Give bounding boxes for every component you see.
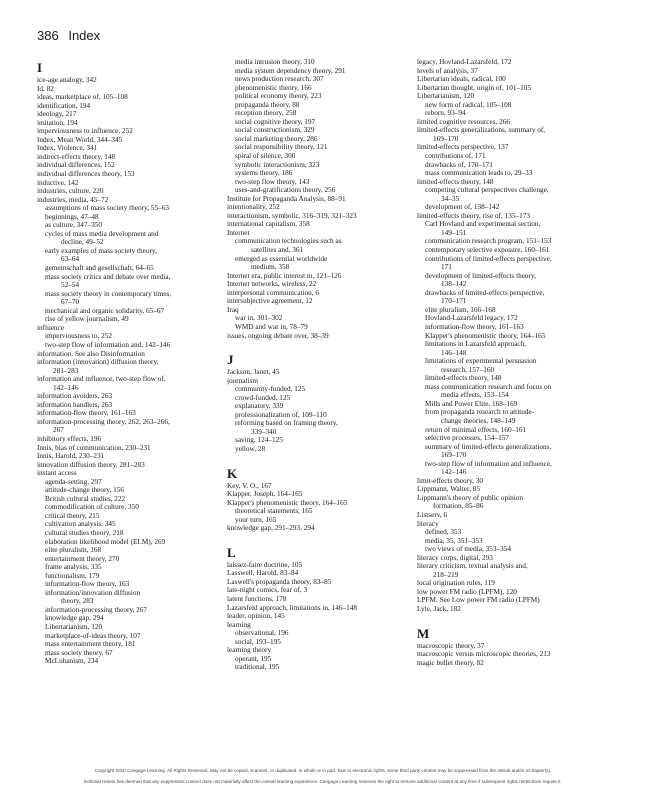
index-entry: summary of limited-effects generalizations, <box>425 442 552 451</box>
index-entry: social constructionism, 329 <box>235 126 315 135</box>
index-entry: 169–170 <box>433 134 459 143</box>
section-letter: I <box>37 60 43 75</box>
index-entry: as culture, 347–350 <box>45 221 102 230</box>
index-entry: elaboration likelihood model (ELM), 269 <box>45 537 166 546</box>
index-entry: latent functions, 178 <box>227 594 287 603</box>
index-entry: critical theory, 215 <box>45 511 100 520</box>
index-entry: levels of analysis, 37 <box>417 66 478 75</box>
index-entry: imperviousness to influence, 252 <box>37 127 133 136</box>
index-entry: change theories, 148–149 <box>441 416 516 425</box>
index-column-2 <box>227 58 402 672</box>
index-entry: symbolic interactionism, 323 <box>235 160 320 169</box>
index-entry: defined, 353 <box>425 528 462 537</box>
editorial-notice: Editorial review has deemed that any suppressed content does not materially affect the overall learning experience. Cengage Learning reserves the right to remove additional content at any time if subsequent rights restrictions require it. <box>84 779 562 784</box>
index-entry: magic bullet theory, 82 <box>417 658 484 667</box>
index-entry: new form of radical, 105–108 <box>425 100 512 109</box>
index-entry: community-funded, 125 <box>235 385 306 394</box>
index-entry: local origination rules, 119 <box>417 579 495 588</box>
index-entry: limited-effects perspective, 137 <box>417 143 509 152</box>
index-entry: McLuhanism, 234 <box>45 657 99 666</box>
index-entry: instant access <box>37 469 77 478</box>
index-entry: media, 35, 351–353 <box>425 536 483 545</box>
index-entry: cultivation analysis, 345 <box>45 520 116 529</box>
index-entry: Id, 82 <box>37 84 54 93</box>
index-entry: leader, opinion, 145 <box>227 612 285 621</box>
index-entry: limited-effects generalizations, summary of, <box>417 126 546 135</box>
index-entry: entertainment theory, 270 <box>45 554 120 563</box>
index-entry: information (innovation) diffusion theory, <box>37 358 159 367</box>
index-entry: limitations in Lazarsfeld approach, <box>425 340 527 349</box>
index-entry: information. See also Disinformation <box>37 349 145 358</box>
index-entry: reborn, 93–94 <box>425 109 466 118</box>
index-entry: innovation diffusion theory, 281–283 <box>37 460 145 469</box>
index-entry: theory, 283 <box>61 597 94 606</box>
index-entry: from propaganda research to attitude- <box>425 408 535 417</box>
index-entry: attitude-change theory, 156 <box>45 486 125 495</box>
index-column-3 <box>417 58 622 667</box>
index-entry: elite pluralism, 166–168 <box>425 305 496 314</box>
index-entry: Internet <box>227 228 250 237</box>
index-entry: 281–283 <box>53 366 79 375</box>
section-letter: L <box>227 544 236 560</box>
index-entry: Laswell's propaganda theory, 83–85 <box>227 577 332 586</box>
index-entry: phenomenistic theory, 166 <box>235 83 312 92</box>
index-entry: 146–148 <box>441 348 467 357</box>
index-entry: inhibitory effects, 196 <box>37 434 102 443</box>
index-entry: functionalism, 179 <box>45 571 100 580</box>
index-entry: agenda-setting, 297 <box>45 477 102 486</box>
index-entry: literacy corps, digital, 293 <box>417 553 493 562</box>
index-entry: Jackson, Janet, 45 <box>227 368 280 377</box>
index-entry: mass society critics and debate over media, <box>45 272 171 281</box>
index-entry: Innis, bias of communication, 230–231 <box>37 443 151 452</box>
index-entry: literary criticism, textual analysis and, <box>417 562 528 571</box>
index-entry: Lazarsfeld approach, limitations in, 146–148 <box>227 603 358 612</box>
section-spacer <box>227 340 402 350</box>
index-entry: 171 <box>441 263 452 272</box>
index-entry: rise of yellow journalism, 49 <box>45 315 129 324</box>
index-entry: imitation, 194 <box>37 118 78 127</box>
index-entry: commodification of culture, 350 <box>45 503 139 512</box>
page-number: 386 <box>37 28 59 43</box>
index-entry: interpersonal communication, 6 <box>227 288 320 297</box>
index-entry: yellow, 28 <box>235 444 266 453</box>
index-entry: Iraq <box>227 305 239 314</box>
section-letter: J <box>227 352 234 368</box>
index-entry: industries, media, 45–72 <box>37 195 109 204</box>
index-entry: Index, Mean World, 344–345 <box>37 135 123 144</box>
index-entry: Index, Violence, 341 <box>37 144 98 153</box>
index-entry: systems theory, 186 <box>235 169 293 178</box>
index-entry: medium, 358 <box>251 263 290 272</box>
index-entry: decline, 49–52 <box>61 238 104 247</box>
index-entry: limited-effects theory, 148 <box>417 177 494 186</box>
index-entry: interactionism, symbolic, 316–319, 321–323 <box>227 211 357 220</box>
index-entry: contributions of, 171 <box>425 152 486 161</box>
index-entry: ice-age analogy, 342 <box>37 76 97 84</box>
index-entry: competing cultural perspectives challenge, <box>425 186 549 195</box>
index-entry: development of, 138–142 <box>425 203 500 212</box>
index-entry: knowledge gap, 291–293, 294 <box>227 524 315 533</box>
index-entry: development of limited-effects theory, <box>425 271 536 280</box>
index-entry: 267 <box>53 426 64 435</box>
index-entry: spiral of silence, 300 <box>235 152 296 161</box>
index-entry: 142–146 <box>441 468 467 477</box>
index-entry: news production research, 307 <box>235 75 324 84</box>
index-entry: intersubjective agreement, 12 <box>227 297 313 306</box>
section-spacer <box>227 533 402 543</box>
index-entry: research, 157–160 <box>441 365 495 374</box>
index-entry: contemporary selective exposure, 160–161 <box>425 246 550 255</box>
index-entry: assumptions of mass society theory, 55–63 <box>45 204 169 213</box>
index-entry: drawbacks of, 170–171 <box>425 160 493 169</box>
index-entry: Lasswell, Harold, 83–84 <box>227 569 299 578</box>
index-entry: two-step flow of information and influence, <box>425 459 552 468</box>
index-entry: information and influence, two-step flow of, <box>37 375 166 384</box>
index-entry: communication technologies such as <box>235 237 342 246</box>
index-entry: influence <box>37 323 64 332</box>
index-entry: literacy <box>417 519 439 528</box>
index-entry: social marketing theory, 286 <box>235 134 318 143</box>
index-entry: crowd-funded, 125 <box>235 393 291 402</box>
index-entry: British cultural studies, 222 <box>45 494 126 503</box>
index-entry: LPFM. See Low power FM radio (LPFM) <box>417 596 540 605</box>
index-entry: two views of media, 353–354 <box>425 545 511 554</box>
index-entry: observational, 196 <box>235 629 289 638</box>
index-entry: 34–35 <box>441 194 460 203</box>
index-entry: mass society theory in contemporary times, <box>45 289 172 298</box>
section-letter: M <box>417 625 430 641</box>
index-entry: macroscopic versus microscopic theories, 213 <box>417 650 551 659</box>
index-entry: imperviousness to, 252 <box>45 332 113 341</box>
index-entry: reception theory, 258 <box>235 109 297 118</box>
index-entry: theoretical statements, 165 <box>235 507 313 516</box>
index-entry: traditional, 195 <box>235 663 280 672</box>
index-entry: social cognitive theory, 197 <box>235 117 316 126</box>
page-title: Index <box>68 28 101 43</box>
index-entry: WMD and war in, 78–79 <box>235 322 308 331</box>
index-entry: macroscopic theory, 37 <box>417 641 485 650</box>
index-entry: 170–171 <box>441 297 467 306</box>
index-entry: Libertarian thought, origin of, 101–105 <box>417 83 531 92</box>
index-entry: mass entertainment theory, 181 <box>45 640 136 649</box>
index-entry: Lippmann, Walter, 85 <box>417 485 481 494</box>
index-entry: Lippmann's theory of public opinion <box>417 493 524 502</box>
section-letter: K <box>227 465 238 481</box>
index-entry: industries, culture, 220 <box>37 187 104 196</box>
index-entry: media effects, 153–154 <box>441 391 509 400</box>
index-entry: identification, 194 <box>37 101 91 110</box>
index-entry: drawbacks of limited-effects perspective, <box>425 288 545 297</box>
index-entry: Key, V. O., 167 <box>227 481 272 490</box>
index-entry: mass communication leads to, 29–33 <box>425 169 533 178</box>
index-entry: two-step flow of information and, 142–146 <box>45 340 171 349</box>
index-entry: contributions of limited-effects perspective, <box>425 254 552 263</box>
index-entry: communication research program, 151–153 <box>425 237 552 246</box>
page-header <box>37 28 100 43</box>
index-entry: satellites and, 361 <box>251 246 304 255</box>
index-entry: your turn, 165 <box>235 515 277 524</box>
index-entry: limited-effects theory, rise of, 135–173 <box>417 211 530 220</box>
index-entry: Institute for Propaganda Analysis, 88–91 <box>227 194 346 203</box>
index-entry: information-processing theory, 262, 263–266, <box>37 417 170 426</box>
index-entry: Internet networks, wireless, 22 <box>227 280 317 289</box>
index-entry: Klapper's phenomenistic theory, 164–165 <box>227 498 348 507</box>
index-entry: information avoiders, 263 <box>37 392 113 401</box>
index-entry: media intrusion theory, 310 <box>235 58 315 66</box>
index-entry: beginnings, 47–48 <box>45 212 99 221</box>
index-entry: media system dependency theory, 291 <box>235 66 346 75</box>
index-entry: learning theory <box>227 646 272 655</box>
index-entry: propaganda theory, 88 <box>235 100 300 109</box>
index-entry: cultural studies theory, 218 <box>45 528 124 537</box>
index-entry: limitations of experimental persuasion <box>425 357 537 366</box>
index-entry: mass communication research and focus on <box>425 382 552 391</box>
index-entry: information handlers, 263 <box>37 400 113 409</box>
index-entry: ideas, marketplace of, 105–108 <box>37 93 128 102</box>
index-entry: social responsibility theory, 121 <box>235 143 328 152</box>
index-entry: 218–219 <box>433 570 459 579</box>
index-entry: 52–54 <box>61 281 80 290</box>
index-entry: uses-and-gratifications theory, 256 <box>235 186 336 195</box>
index-entry: 67–70 <box>61 298 80 307</box>
index-entry: formation, 85–86 <box>433 502 484 511</box>
index-entry: mechanical and organic solidarity, 65–67 <box>45 306 165 315</box>
index-entry: social, 193–195 <box>235 637 281 646</box>
index-entry: international capitalism, 358 <box>227 220 310 229</box>
index-entry: Klapper's phenomenistic theory, 164–165 <box>425 331 546 340</box>
index-entry: return of minimal effects, 160–161 <box>425 425 527 434</box>
index-entry: laissez-faire doctrine, 105 <box>227 560 303 569</box>
section-spacer <box>227 454 402 464</box>
index-entry: explanatory, 339 <box>235 402 284 411</box>
index-entry: Hovland-Lazarsfeld legacy, 172 <box>425 314 518 323</box>
index-entry: individual differences, 152 <box>37 161 115 170</box>
index-entry: 142–146 <box>53 383 79 392</box>
index-entry: Innis, Harold, 230–231 <box>37 452 105 461</box>
index-entry: information-flow theory, 163 <box>45 580 130 589</box>
index-entry: Internet era, public interest in, 121–126 <box>227 271 342 280</box>
index-entry: information/innovation diffusion <box>45 588 141 597</box>
index-entry: intentionality, 252 <box>227 203 280 212</box>
index-entry: gemeinschaft and gesellschaft, 64–65 <box>45 264 154 273</box>
index-entry: operant, 195 <box>235 654 272 663</box>
index-entry: Klapper, Joseph, 164–165 <box>227 490 303 499</box>
index-entry: limit-effects theory, 30 <box>417 476 484 485</box>
index-entry: professionalization of, 109–110 <box>235 410 327 419</box>
index-entry: journalism <box>227 376 259 385</box>
index-entry: limited cognitive resources, 266 <box>417 117 511 126</box>
index-entry: ideology, 217 <box>37 110 77 119</box>
index-entry: legacy, Hovland-Lazarsfeld, 172 <box>417 58 512 66</box>
index-entry: Lyle, Jack, 182 <box>417 605 461 613</box>
index-entry: 169–170 <box>441 451 467 460</box>
index-entry: issues, ongoing debate over, 38–39 <box>227 331 329 340</box>
index-entry: selective processes, 154–157 <box>425 434 509 443</box>
index-entry: inductive, 142 <box>37 178 79 187</box>
index-entry: saving, 124–125 <box>235 436 283 445</box>
index-column-1 <box>37 58 217 666</box>
index-entry: Libertarianism, 120 <box>45 623 103 631</box>
index-entry: Carl Hovland and experimental section, <box>425 220 541 229</box>
index-entry: Libertarianism, 120 <box>417 92 475 101</box>
index-entry: indirect-effects theory, 148 <box>37 152 116 161</box>
index-entry: information-flow theory, 161–163 <box>37 409 136 418</box>
index-entry: 138–142 <box>441 280 467 289</box>
index-entry: two-step flow theory, 143 <box>235 177 310 186</box>
index-entry: marketplace-of-ideas theory, 107 <box>45 631 141 640</box>
copyright-notice: Copyright 2010 Cengage Learning. All Rights Reserved. May not be copied, scanned, or duplicated, in whole or in part. Due to electronic rights, some third party content may be suppressed from the eBook and/or eChapter(s). <box>94 768 552 773</box>
index-entry: reforming based on framing theory, <box>235 419 338 428</box>
section-spacer <box>417 614 622 624</box>
index-entry: emerged as essential worldwide <box>235 254 328 263</box>
index-entry: war in, 301–302 <box>235 314 283 323</box>
index-entry: late-night comics, fear of, 3 <box>227 586 308 595</box>
index-entry: knowledge gap, 294 <box>45 614 104 623</box>
index-entry: cycles of mass media development and <box>45 229 159 238</box>
index-entry: information-flow theory, 161–163 <box>425 322 524 331</box>
index-entry: limited-effects theory, 148 <box>425 374 502 383</box>
index-entry: Listserv, 6 <box>417 510 448 519</box>
index-entry: information-processing theory, 267 <box>45 605 148 614</box>
index-entry: Mills and Power Elite, 168–169 <box>425 399 518 408</box>
index-entry: 149–151 <box>441 228 467 237</box>
index-entry: 339–340 <box>251 427 277 436</box>
index-entry: frame analysis, 335 <box>45 563 102 572</box>
index-entry: early examples of mass society theory, <box>45 246 157 255</box>
index-entry: Libertarian ideals, radical, 100 <box>417 75 506 84</box>
index-entry: individual differences theory, 153 <box>37 170 135 179</box>
index-entry: mass society theory, 67 <box>45 648 113 657</box>
index-entry: learning <box>227 620 251 629</box>
index-entry: elite pluralism, 168 <box>45 546 102 555</box>
index-entry: low power FM radio (LPFM), 120 <box>417 587 517 596</box>
index-entry: political economy theory, 223 <box>235 92 322 101</box>
index-entry: 63–64 <box>61 255 80 264</box>
